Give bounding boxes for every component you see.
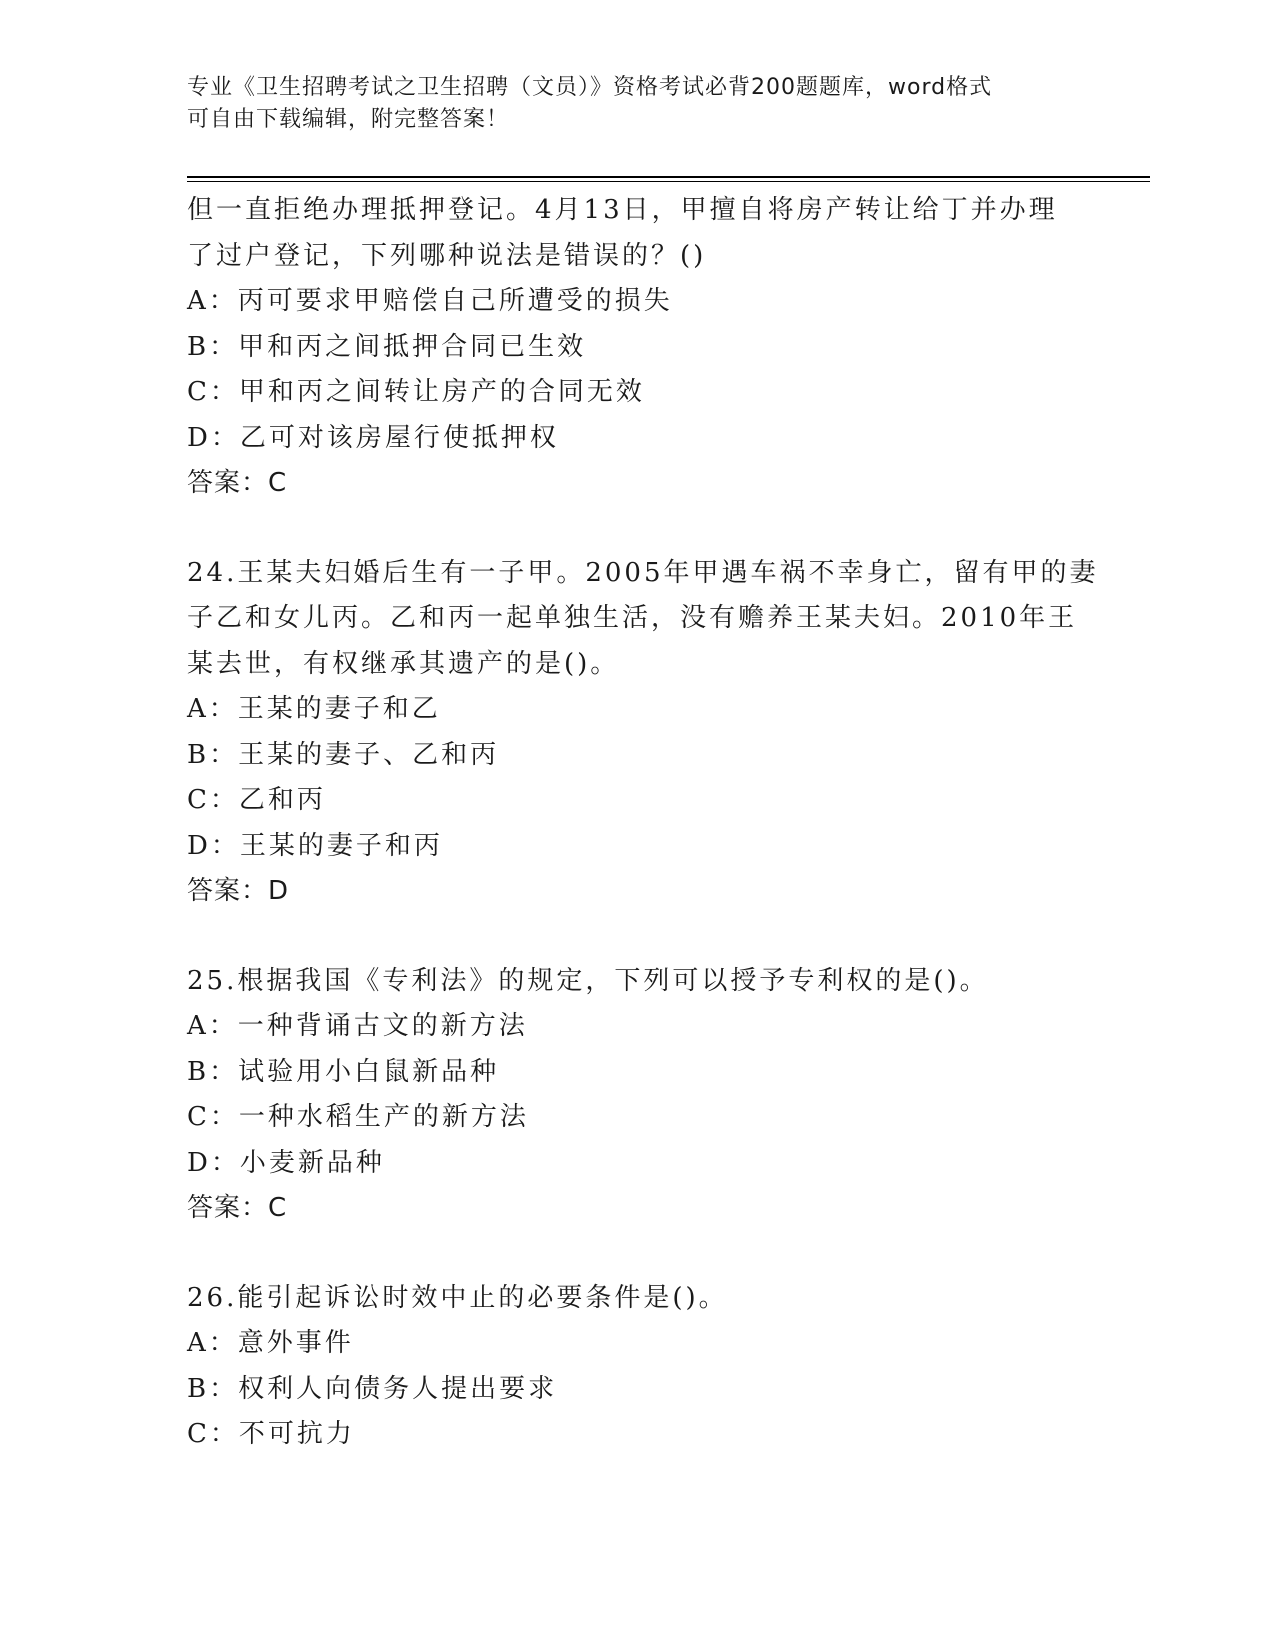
question-stem-line: 25.根据我国《专利法》的规定，下列可以授予专利权的是()。 <box>187 965 989 996</box>
option-b: B：试验用小白鼠新品种 <box>187 1056 500 1087</box>
header-title-line-1: 专业《卫生招聘考试之卫生招聘（文员）》资格考试必背200题题库，word格式 <box>187 75 993 100</box>
question-spacer <box>187 915 1087 959</box>
option-c: C：一种水稻生产的新方法 <box>187 1102 529 1132</box>
question-24 <box>187 551 1099 915</box>
option-a: A：意外事件 <box>187 1328 354 1358</box>
header-divider-thick <box>187 176 1150 178</box>
question-spacer <box>187 507 1087 551</box>
question-list <box>187 188 1099 1458</box>
option-a: A：一种背诵古文的新方法 <box>187 1011 528 1041</box>
option-b: B：甲和丙之间抵押合同已生效 <box>187 331 587 362</box>
option-c: C：不可抗力 <box>187 1419 355 1449</box>
document-header <box>187 72 1067 136</box>
question-stem-line: 但一直拒绝办理抵押登记。4月13日，甲擅自将房产转让给丁并办理 <box>187 195 1058 225</box>
question-26 <box>187 1276 1087 1458</box>
option-d: D：王某的妻子和丙 <box>187 830 443 861</box>
question-23 <box>187 188 1087 507</box>
answer-line: 答案：D <box>187 876 290 906</box>
question-stem-line: 26.能引起诉讼时效中止的必要条件是()。 <box>187 1282 728 1313</box>
option-d: D：小麦新品种 <box>187 1147 385 1178</box>
option-b: B：权利人向债务人提出要求 <box>187 1373 558 1404</box>
header-title-line-2: 可自由下载编辑，附完整答案！ <box>187 107 510 132</box>
option-c: C：甲和丙之间转让房产的合同无效 <box>187 377 645 407</box>
option-d: D：乙可对该房屋行使抵押权 <box>187 422 559 453</box>
option-b: B：王某的妻子、乙和丙 <box>187 739 500 770</box>
question-25 <box>187 959 1087 1232</box>
question-stem-line: 24.王某夫妇婚后生有一子甲。2005年甲遇车祸不幸身亡，留有甲的妻 <box>187 557 1099 588</box>
question-spacer <box>187 1232 1087 1276</box>
question-stem-line: 子乙和女儿丙。乙和丙一起单独生活，没有赡养王某夫妇。2010年王 <box>187 603 1078 633</box>
header-divider-thin <box>187 181 1150 182</box>
option-c: C：乙和丙 <box>187 785 326 815</box>
question-stem-line: 某去世，有权继承其遗产的是()。 <box>187 648 620 679</box>
option-a: A：丙可要求甲赔偿自己所遭受的损失 <box>187 286 673 316</box>
question-stem-line: 了过户登记，下列哪种说法是错误的？() <box>187 240 707 271</box>
answer-line: 答案：C <box>187 468 288 498</box>
option-a: A：王某的妻子和乙 <box>187 694 441 724</box>
answer-line: 答案：C <box>187 1193 288 1223</box>
